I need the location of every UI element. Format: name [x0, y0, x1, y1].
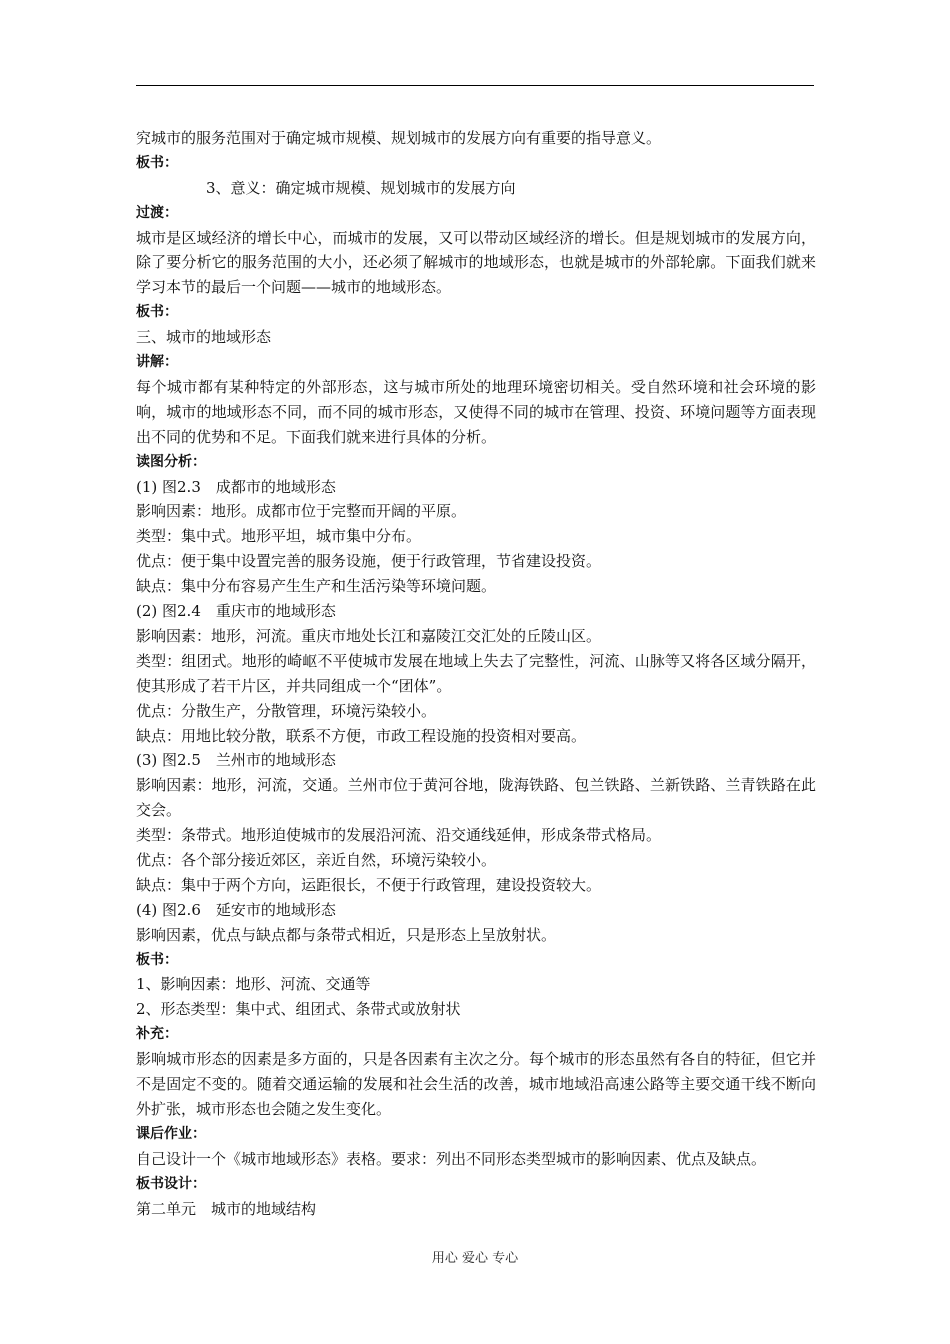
blackboard-item: 3、意义：确定城市规模、规划城市的发展方向 [206, 178, 516, 197]
section-heading: 板书： [136, 304, 178, 321]
text-line: 类型：条带式。地形迫使城市的发展沿河流、沿交通线延伸，形成条带式格局。 [136, 826, 662, 845]
page-footer: 用心 爱心 专心 [431, 1251, 519, 1266]
paragraph: 究城市的服务范围对于确定城市规模、规划城市的发展方向有重要的指导意义。 [136, 129, 662, 147]
text-line: 优点：各个部分接近郊区，亲近自然，环境污染较小。 [136, 851, 497, 869]
text-line: 优点：分散生产，分散管理，环境污染较小。 [136, 701, 437, 720]
text-line: 影响因素：地形，河流。重庆市地处长江和嘉陵江交汇处的丘陵山区。 [136, 626, 602, 645]
paragraph: 影响城市形态的因素是多方面的，只是各因素有主次之分。每个城市的形态虽然有各自的特征，但它并不是固定不变的。随着交通运输的发展和社会生活的改善，城市地域沿高速公路等主要交通干线不断向外扩张，城市形态也会随之发生变化。 [136, 1050, 816, 1118]
text-line: 2、形态类型：集中式、组团式、条带式或放射状 [136, 1000, 461, 1019]
paragraph: 城市是区域经济的增长中心，而城市的发展，又可以带动区域经济的增长。但是规划城市的发展方向，除了要分析它的服务范围的大小，还必须了解城市的地域形态，也就是城市的外部轮廓。下面我们就来学习本节的最后一个问题——城市的地域形态。 [136, 228, 816, 297]
text-line: 缺点：用地比较分散，联系不方便，市政工程设施的投资相对要高。 [136, 726, 587, 745]
text-line: 缺点：集中分布容易产生生产和生活污染等环境问题。 [136, 577, 497, 596]
text-line: 影响因素：地形。成都市位于完整而开阔的平原。 [136, 502, 467, 521]
text-line: 缺点：集中于两个方向，运距很长，不便于行政管理，建设投资较大。 [136, 875, 602, 894]
section-heading: 板书： [136, 951, 178, 968]
text-line: (4) 图2.6 延安市的地域形态 [136, 900, 336, 919]
section-heading: 补充： [136, 1026, 178, 1043]
paragraph: 影响因素：地形，河流，交通。兰州市位于黄河谷地，陇海铁路、包兰铁路、兰新铁路、兰青铁路在此交会。 [136, 776, 816, 820]
paragraph: 每个城市都有某种特定的外部形态，这与城市所处的地理环境密切相关。受自然环境和社会环境的影响，城市的地域形态不同，而不同的城市形态，又使得不同的城市在管理、投资、环境问题等方面表现出不同的优势和不足。下面我们就来进行具体的分析。 [136, 377, 816, 446]
section-heading: 板书设计： [136, 1175, 206, 1192]
section-heading: 讲解： [136, 354, 178, 371]
text-line: 自己设计一个《城市地域形态》表格。要求：列出不同形态类型城市的影响因素、优点及缺点。 [136, 1149, 767, 1168]
text-line: 三、城市的地域形态 [136, 328, 272, 347]
section-heading: 读图分析： [136, 453, 206, 470]
header-rule [136, 85, 814, 86]
section-heading: 板书： [136, 154, 178, 171]
paragraph: 类型：组团式。地形的崎岖不平使城市发展在地域上失去了完整性，河流、山脉等又将各区域分隔开，使其形成了若干片区，并共同组成一个“团体”。 [136, 651, 816, 695]
text-line: (1) 图2.3 成都市的地域形态 [136, 477, 336, 496]
document-body [136, 126, 816, 1221]
text-line: 1、影响因素：地形、河流、交通等 [136, 975, 371, 994]
text-line: 优点：便于集中设置完善的服务设施，便于行政管理，节省建设投资。 [136, 552, 602, 571]
section-heading: 课后作业： [136, 1125, 206, 1142]
section-heading: 过渡： [136, 204, 178, 221]
text-line: (2) 图2.4 重庆市的地域形态 [136, 602, 336, 621]
text-line: 类型：集中式。地形平坦，城市集中分布。 [136, 527, 422, 546]
text-line: (3) 图2.5 兰州市的地域形态 [136, 751, 336, 770]
text-line: 第二单元 城市的地域结构 [136, 1199, 317, 1218]
text-line: 影响因素，优点与缺点都与条带式相近，只是形态上呈放射状。 [136, 925, 557, 944]
